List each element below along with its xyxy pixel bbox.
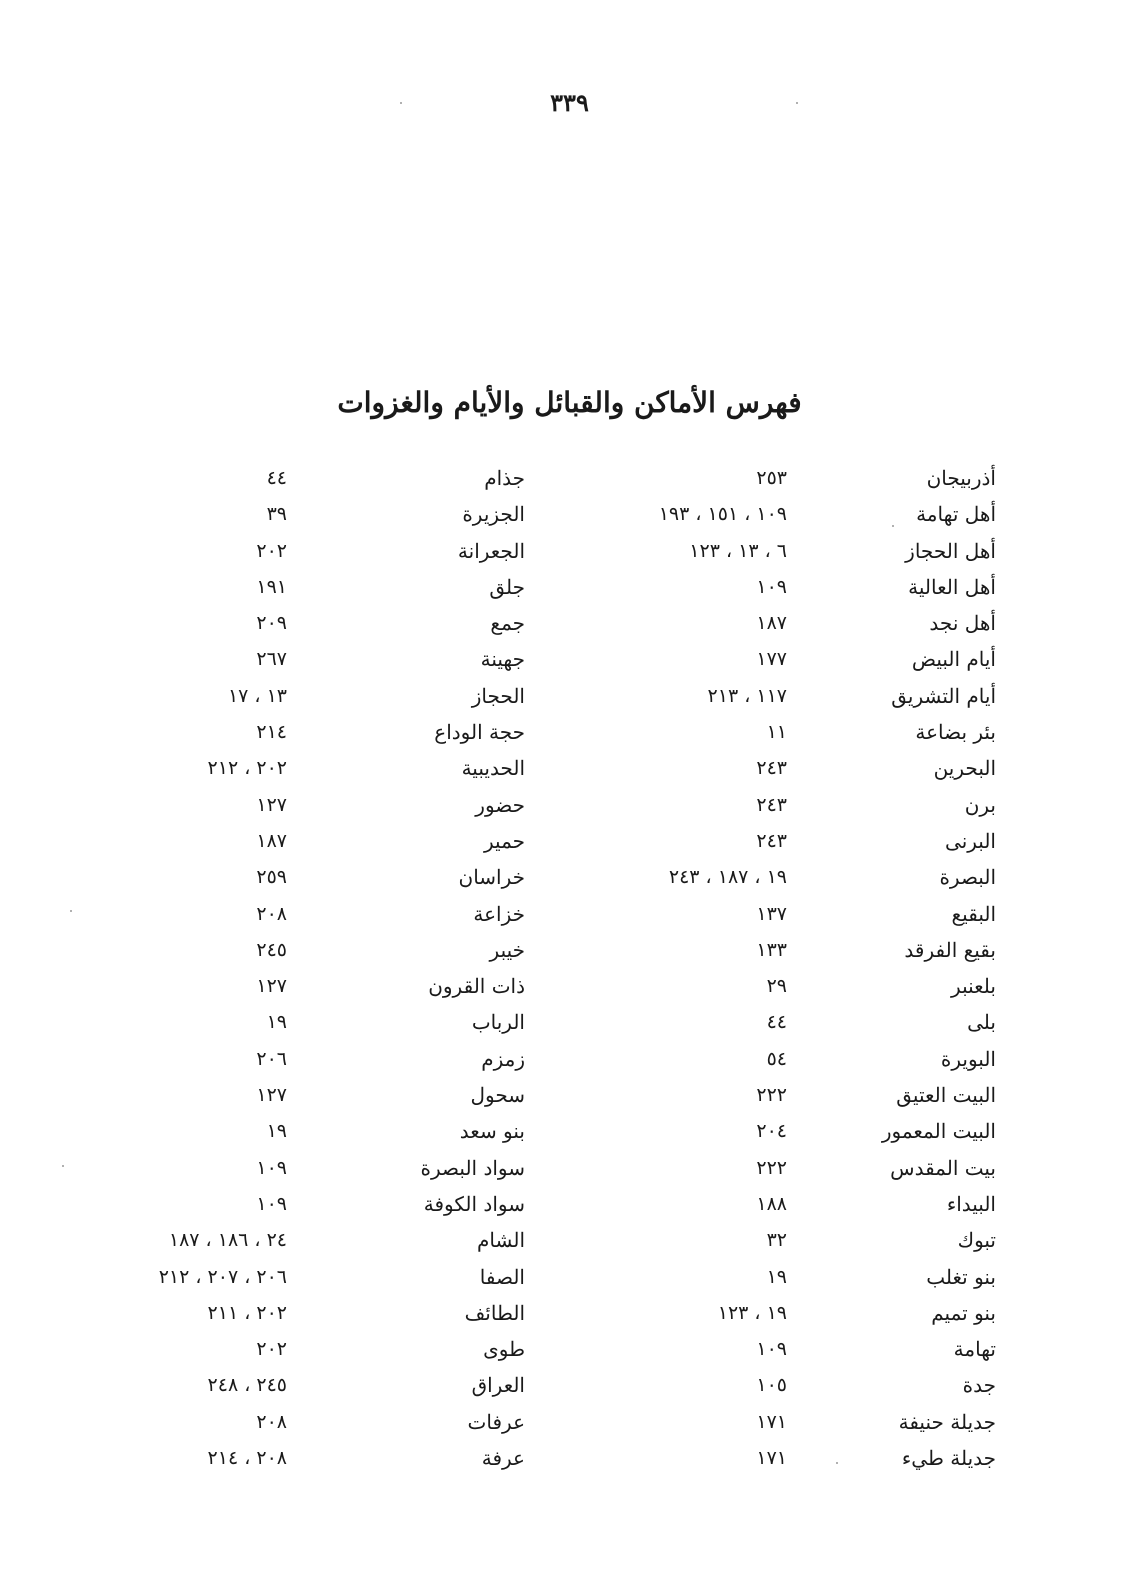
right-entry-name: البحرين [933,756,996,781]
left-entry-name: الحجاز [471,683,525,708]
index-row [0,1150,1139,1186]
right-entry-pages: ١٩ ، ١٢٣ [717,1301,787,1324]
left-entry-pages: ٢٠٩ [256,612,287,635]
index-title: فهرس الأماكن والقبائل والأيام والغزوات [337,386,802,419]
left-entry-name: خزاعة [473,901,525,926]
left-entry-pages: ٢٠٨ ، ٢١٤ [207,1447,287,1470]
left-entry-pages: ١٠٩ [256,1156,287,1179]
index-row [0,1113,1139,1149]
index-row [0,460,1139,496]
right-entry-pages: ١٠٩ [756,575,787,598]
right-entry-pages: ١٠٩ ، ١٥١ ، ١٩٣ [658,503,787,526]
right-entry-name: جديلة حنيفة [898,1409,996,1434]
right-entry-name: برن [964,792,996,817]
right-entry-pages: ٢٢٢ [756,1084,787,1107]
left-entry-name: جهينة [480,647,525,672]
right-entry-name: البيداء [946,1191,996,1216]
scan-speck [70,910,72,912]
right-entry-pages: ١٧١ [756,1410,787,1433]
right-entry-name: البقيع [951,901,996,926]
left-entry-pages: ٢٠٦ ، ٢٠٧ ، ٢١٢ [158,1265,287,1288]
index-row [0,823,1139,859]
right-entry-name: أهل العالية [908,574,996,599]
right-entry-name: أيام البيض [911,647,996,672]
scan-speck [836,1462,838,1464]
left-entry-name: العراق [471,1373,525,1398]
right-entry-pages: ١٧٧ [756,648,787,671]
left-entry-pages: ٢٠٨ [256,1410,287,1433]
scan-speck [62,1165,64,1167]
index-row [0,1186,1139,1222]
left-entry-pages: ١٢٧ [256,1084,287,1107]
left-entry-pages: ٢٠٢ ، ٢١١ [207,1301,287,1324]
index-row [0,859,1139,895]
index-row [0,1041,1139,1077]
left-entry-name: الجعرانة [457,538,525,563]
left-entry-pages: ٢٠٦ [256,1047,287,1070]
index-row [0,605,1139,641]
right-entry-name: بئر بضاعة [915,720,996,745]
index-row [0,678,1139,714]
left-entry-name: حمير [484,828,525,853]
left-entry-name: جذام [484,466,525,490]
right-entry-pages: ١٣٣ [756,938,787,961]
index-row [0,1404,1139,1440]
right-entry-pages: ٦ ، ١٣ ، ١٢٣ [689,539,787,562]
scan-speck [796,102,798,104]
index-row [0,1004,1139,1040]
index-row [0,1440,1139,1476]
scan-speck [892,525,894,527]
left-entry-pages: ٤٤ [266,467,287,489]
index-row [0,787,1139,823]
right-entry-name: أهل تهامة [916,502,996,527]
index-row [0,533,1139,569]
left-entry-name: جمع [490,611,525,636]
right-entry-name: البويرة [940,1046,996,1071]
left-entry-pages: ١٠٩ [256,1192,287,1215]
index-row [0,750,1139,786]
left-entry-name: الشام [477,1228,525,1253]
right-entry-pages: ٣٢ [766,1229,787,1252]
left-entry-name: زمزم [481,1046,525,1071]
index-row [0,896,1139,932]
right-entry-pages: ١٧١ [756,1447,787,1470]
left-entry-pages: ٢٠٢ [256,539,287,562]
right-entry-name: بنو تغلب [926,1264,996,1289]
right-entry-name: بلعنبر [951,974,996,999]
left-entry-pages: ٢٠٢ ، ٢١٢ [207,757,287,780]
left-entry-name: حضور [475,792,525,817]
right-entry-pages: ١١ [766,721,787,744]
right-entry-name: أيام التشريق [891,683,996,708]
index-table [0,460,1139,1476]
left-entry-pages: ٢٤٥ ، ٢٤٨ [207,1374,287,1397]
right-entry-pages: ٢٠٤ [756,1120,787,1143]
right-entry-name: بلى [967,1010,996,1035]
right-entry-pages: ٢٤٣ [756,757,787,780]
left-entry-name: عرفة [481,1446,525,1471]
right-entry-name: بيت المقدس [890,1155,996,1180]
left-entry-pages: ١٣ ، ١٧ [227,684,287,707]
left-entry-name: الرباب [471,1010,525,1035]
left-entry-name: الحديبية [461,756,525,781]
left-entry-name: الجزيرة [462,502,525,527]
right-entry-pages: ١١٧ ، ٢١٣ [707,684,787,707]
right-entry-pages: ١٠٥ [756,1374,787,1397]
index-row [0,1222,1139,1258]
left-entry-pages: ٢٤٥ [256,938,287,961]
right-entry-pages: ١٣٧ [756,902,787,925]
right-entry-name: تهامة [953,1337,996,1362]
index-row [0,641,1139,677]
left-entry-name: عرفات [467,1409,525,1434]
left-entry-name: خيبر [489,937,525,962]
right-entry-name: أهل الحجاز [905,538,996,563]
right-entry-pages: ٥٤ [766,1047,787,1070]
left-entry-name: جلق [489,574,525,599]
right-entry-pages: ٢٤٣ [756,829,787,852]
right-entry-name: بنو تميم [931,1300,996,1325]
index-row [0,1367,1139,1403]
index-row [0,968,1139,1004]
index-row [0,1295,1139,1331]
right-entry-name: تبوك [957,1228,996,1253]
left-entry-name: الطائف [464,1300,525,1325]
left-entry-pages: ٢٥٩ [256,866,287,889]
left-entry-name: خراسان [458,865,525,890]
right-entry-name: أهل نجد [929,611,996,636]
right-entry-name: البيت العتيق [896,1083,996,1108]
left-entry-name: ذات القرون [428,974,525,999]
right-entry-pages: ١٠٩ [756,1338,787,1361]
left-entry-name: حجة الوداع [434,720,525,745]
right-entry-pages: ٢٤٣ [756,793,787,816]
left-entry-name: سحول [470,1083,525,1108]
left-entry-pages: ٣٩ [266,503,287,526]
left-entry-pages: ١٢٧ [256,975,287,998]
left-entry-pages: ٢٠٨ [256,902,287,925]
left-entry-pages: ١٩١ [256,575,287,598]
left-entry-pages: ١٩ [266,1011,287,1034]
index-row [0,496,1139,532]
right-entry-pages: ١٨٧ [756,612,787,635]
right-entry-name: البرنى [945,828,996,853]
left-entry-pages: ١٨٧ [256,829,287,852]
right-entry-name: أذربيجان [926,466,996,490]
left-entry-name: بنو سعد [459,1119,525,1144]
left-entry-pages: ٢١٤ [256,721,287,744]
page-number: ٣٣٩ [550,88,589,117]
left-entry-pages: ١٢٧ [256,793,287,816]
left-entry-name: سواد الكوفة [423,1191,525,1216]
right-entry-name: البيت المعمور [881,1119,996,1144]
right-entry-pages: ٤٤ [766,1011,787,1034]
right-entry-pages: ١٨٨ [756,1192,787,1215]
left-entry-pages: ٢٦٧ [256,648,287,671]
right-entry-pages: ١٩ ، ١٨٧ ، ٢٤٣ [668,866,787,889]
index-row [0,1077,1139,1113]
scan-speck [400,102,402,104]
right-entry-name: بقيع الفرقد [904,937,996,962]
index-row [0,714,1139,750]
left-entry-pages: ١٩ [266,1120,287,1143]
left-entry-name: الصفا [479,1264,525,1289]
index-row [0,1331,1139,1367]
index-row [0,1259,1139,1295]
index-row [0,569,1139,605]
right-entry-pages: ١٩ [766,1265,787,1288]
index-row [0,932,1139,968]
right-entry-name: جدة [962,1373,996,1398]
right-entry-pages: ٢٩ [766,975,787,998]
left-entry-name: سواد البصرة [420,1155,525,1180]
right-entry-pages: ٢٥٣ [756,467,787,489]
right-entry-name: البصرة [939,865,996,890]
left-entry-pages: ٢٠٢ [256,1338,287,1361]
left-entry-pages: ٢٤ ، ١٨٦ ، ١٨٧ [168,1229,287,1252]
right-entry-name: جديلة طيء [901,1446,996,1471]
left-entry-name: طوى [483,1337,525,1362]
right-entry-pages: ٢٢٢ [756,1156,787,1179]
